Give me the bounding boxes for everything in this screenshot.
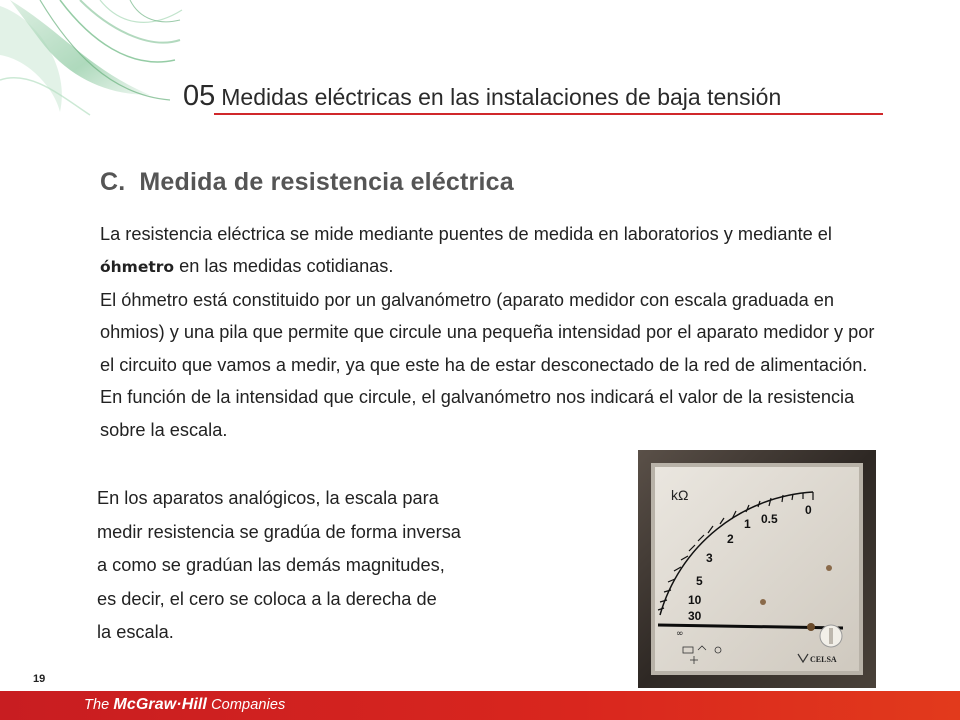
scale-label: 0: [805, 503, 812, 517]
logo-suffix: Companies: [206, 697, 286, 713]
logo-brand: McGraw·Hill: [113, 696, 207, 713]
paragraph-3: [97, 482, 577, 650]
section-heading: [100, 168, 800, 197]
scale-label: 1: [744, 517, 751, 531]
scale-label: 0.5: [761, 512, 778, 526]
paragraph-1-end: en las medidas cotidianas.: [174, 256, 394, 277]
scale-label: 2: [727, 532, 734, 546]
section-letter: C.: [100, 168, 126, 196]
needle-pivot: [807, 623, 815, 631]
paragraph-3-line: la escala.: [97, 622, 174, 642]
scale-label: 5: [696, 574, 703, 588]
meter-unit: kΩ: [671, 487, 689, 503]
footer-bar: [0, 691, 960, 720]
chapter-title: Medidas eléctricas en las instalaciones de baja tensión: [221, 84, 782, 110]
infinity-mark: ∞: [676, 629, 684, 639]
knob-slot: [829, 628, 833, 644]
paragraph-1: [100, 218, 890, 284]
paragraph-3-line: a como se gradúan las demás magnitudes,: [97, 555, 445, 575]
ohmmeter-image: [638, 450, 876, 688]
meter-brand: CELSA: [810, 655, 837, 664]
paragraph-1-start: La resistencia eléctrica se mide mediante puentes de medida en laboratorios y mediante el: [100, 224, 832, 244]
logo-prefix: The: [84, 697, 114, 713]
section-title: Medida de resistencia eléctrica: [139, 168, 514, 196]
screw-icon: [826, 565, 832, 571]
chapter-header: [183, 80, 883, 116]
paragraph-2: El óhmetro está constituido por un galvanómetro (aparato medidor con escala graduada en ohmios) y una pila que permite que circule una pequeña intensidad por el aparato medidor y por el circuito que vamos a medir, ya que este ha de estar desconectado de la red de alimentación. En función de la intensidad que circule, el galvanómetro nos indicará el valor de la resistencia sobre la escala.: [100, 290, 875, 440]
ohmmeter-term: óhmetro: [100, 258, 175, 277]
screw-icon: [760, 599, 766, 605]
scale-label: 10: [688, 593, 702, 607]
paragraph-3-line: es decir, el cero se coloca a la derecha de: [97, 588, 437, 609]
chapter-underline: [214, 113, 883, 115]
scale-label: 3: [706, 551, 713, 565]
chapter-number: 05: [183, 80, 216, 112]
paragraph-3-line: medir resistencia se gradúa de forma inversa: [97, 521, 461, 542]
page-number: 19: [33, 673, 46, 685]
scale-label: 30: [688, 609, 702, 623]
decorative-swirl: [0, 0, 185, 120]
paragraph-3-line: En los aparatos analógicos, la escala para: [97, 488, 439, 508]
publisher-logo: [84, 696, 285, 714]
